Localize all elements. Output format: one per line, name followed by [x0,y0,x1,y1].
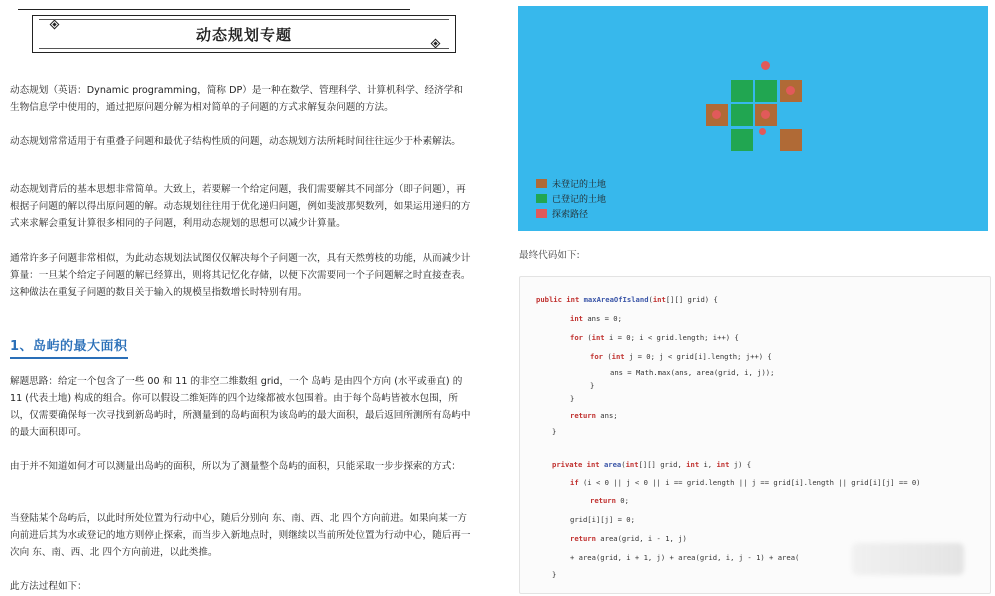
paragraph-explore: 当登陆某个岛屿后，以此时所处位置为行动中心，随后分别向 东、南、西、北 四个方向前进。如果向某一方向前进后其为水或登记的地方则停止探索，而当步入新地点时，则继续以当前所处位置为行动中心，随后再一次向 东、南、西、北 四个方向前进，以此类推。 [10,513,471,558]
code-caption: 最终代码如下: [519,250,580,261]
path-dot [786,86,795,95]
code-line: for (int j = 0; j < grid[i].length; j++) { [590,352,772,361]
swatch-visited [536,194,547,203]
legend-item-unvisited [536,176,606,191]
code-line: return area(grid, i - 1, j) [570,534,687,543]
watermark-blur [852,543,964,575]
paragraph-intro: 动态规划（英语：Dynamic programming，简称 DP）是一种在数学、管理科学、计算机科学、经济学和生物信息学中使用的，通过把原问题分解为相对简单的子问题的方式求解复杂问题的方法。 [10,85,463,113]
code-line: + area(grid, i + 1, j) + area(grid, i, j - 1) + area( [570,553,800,562]
legend-item-path [536,206,606,221]
page-title: 动态规划专题 [195,26,292,44]
path-dot [712,110,721,119]
island-grid-figure [518,6,988,231]
paragraph-approach: 解题思路：给定一个包含了一些 00 和 11 的非空二维数组 grid，一个 岛屿 是由四个方向 (水平或垂直) 的 11 (代表土地) 构成的组合。你可以假设二维矩阵的四个边缘都被水包围着。由于每个岛屿皆被水包围，所以，仅需要确保每一次寻找到新岛屿时，所测量到的岛屿面积为该岛屿的最大面积，最后返回所测所有岛屿中的最大面积即可。 [10,376,471,438]
code-line: } [590,381,595,390]
code-line: } [570,394,575,403]
grid-cell-unvisited [780,129,802,151]
grid-cell-unvisited [755,104,777,126]
paragraph-idea: 动态规划背后的基本思想非常简单。大致上，若要解一个给定问题，我们需要解其不同部分（即子问题），再根据子问题的解以得出原问题的解。动态规划往往用于优化递归问题，例如斐波那契数列，如果运用递归的方式来求解会重复计算很多相同的子问题，利用动态规划的思想可以减少计算量。 [10,184,471,229]
legend-item-visited [536,191,606,206]
grid-cell-visited [731,80,753,102]
swatch-path [536,209,547,218]
path-dot [761,61,770,70]
code-line: } [552,427,557,436]
code-line: for (int i = 0; i < grid.length; i++) { [570,333,739,342]
title-frame-rule-bottom [39,48,449,49]
legend-label: 未登记的土地 [552,180,607,190]
top-rule [18,9,410,10]
code-line: grid[i][j] = 0; [570,515,635,524]
section-heading: 1、岛屿的最大面积 [10,335,128,359]
code-line: if (i < 0 || j < 0 || i == grid.length || j == grid[i].length || grid[i][j] == 0) [570,478,921,487]
code-line: return 0; [590,496,629,505]
code-line: return ans; [570,411,618,420]
article-column [0,0,485,596]
grid-cell-visited [731,104,753,126]
code-line: private int area(int[][] grid, int i, int j) { [552,460,752,469]
grid-cell-unvisited [780,80,802,102]
swatch-unvisited [536,179,547,188]
path-dot [761,110,770,119]
paragraph-memoization: 通常许多子问题非常相似，为此动态规划法试图仅仅解决每个子问题一次，具有天然剪枝的功能，从而减少计算量：一旦某个给定子问题的解已经算出，则将其记忆化存储，以便下次需要同一个子问题解之时直接查表。这种做法在重复子问题的数目关于输入的规模呈指数增长时特别有用。 [10,253,471,298]
code-line: } [552,570,557,579]
legend-label: 探索路径 [552,210,589,220]
grid-cell-unvisited [706,104,728,126]
grid-cell-visited [755,80,777,102]
title-frame [32,15,456,53]
title-frame-rule-top [39,19,449,20]
paragraph-applicability: 动态规划常常适用于有重叠子问题和最优子结构性质的问题，动态规划方法所耗时间往往远少于朴素解法。 [10,136,461,147]
path-dot [759,128,766,135]
code-line: ans = Math.max(ans, area(grid, i, j)); [610,368,775,377]
figure-legend [536,176,606,221]
grid-cell-visited [731,129,753,151]
code-line: int ans = 0; [570,314,622,323]
paragraph-measure: 由于并不知道如何才可以测量出岛屿的面积，所以为了测量整个岛屿的面积，只能采取一步步探索的方式： [10,461,461,472]
code-line: public int maxAreaOfIsland(int[][] grid) { [536,295,718,304]
legend-label: 已登记的土地 [552,195,607,205]
paragraph-process: 此方法过程如下： [10,581,87,592]
